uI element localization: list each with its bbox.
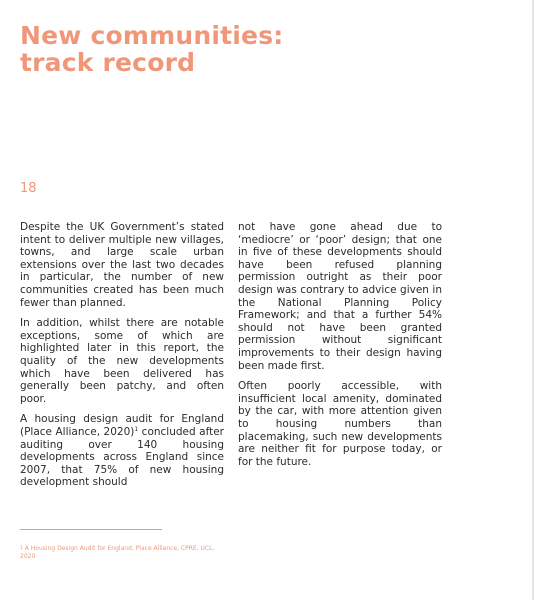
left-paragraph-3 — [20, 413, 224, 489]
footnote-reference-marker: 1 — [134, 425, 139, 433]
left-paragraph-2: In addition, whilst there are notable exceptions, some of which are highlighted later in this report, the quality of the new developments which have been delivered has generally been patchy, and often poor. — [20, 317, 224, 405]
footnote-divider — [20, 529, 162, 530]
page-title — [20, 22, 420, 76]
right-paragraph-2: Often poorly accessible, with insufficient local amenity, dominated by the car, with more attention given to housing numbers than placemaking, such new developments are neither fit for purpose today, or for the future. — [238, 380, 442, 468]
footnote-text: A Housing Design Audit for England, Place Alliance, CPRE, UCL, 2020 — [20, 545, 215, 560]
page-number: 18 — [20, 181, 37, 196]
footnote — [20, 545, 230, 561]
left-paragraph-3-start: A housing design audit for England (Place Alliance, 2020) — [20, 413, 224, 438]
left-text-column — [20, 221, 224, 497]
right-paragraph-1: not have gone ahead due to ‘mediocre’ or ‘poor’ design; that one in five of these developments should have been refused planning permission outright as their poor design was contrary to advice given in the National Planning Policy Framework; and that a further 54% should not have been granted permission without significant improvements to their design having been made first. — [238, 221, 442, 372]
footnote-marker: 1 — [20, 546, 23, 551]
left-paragraph-3-end: concluded after auditing over 140 housing developments across England since 2007, that 75% of new housing development should — [20, 425, 224, 489]
right-text-column — [238, 221, 442, 476]
left-paragraph-1: Despite the UK Government’s stated intent to deliver multiple new villages, towns, and large scale urban extensions over the last two decades in particular, the number of new communities created has been much fewer than planned. — [20, 221, 224, 309]
page-title-line-2: track record — [20, 48, 196, 77]
page-title-line-1: New communities: — [20, 21, 284, 50]
